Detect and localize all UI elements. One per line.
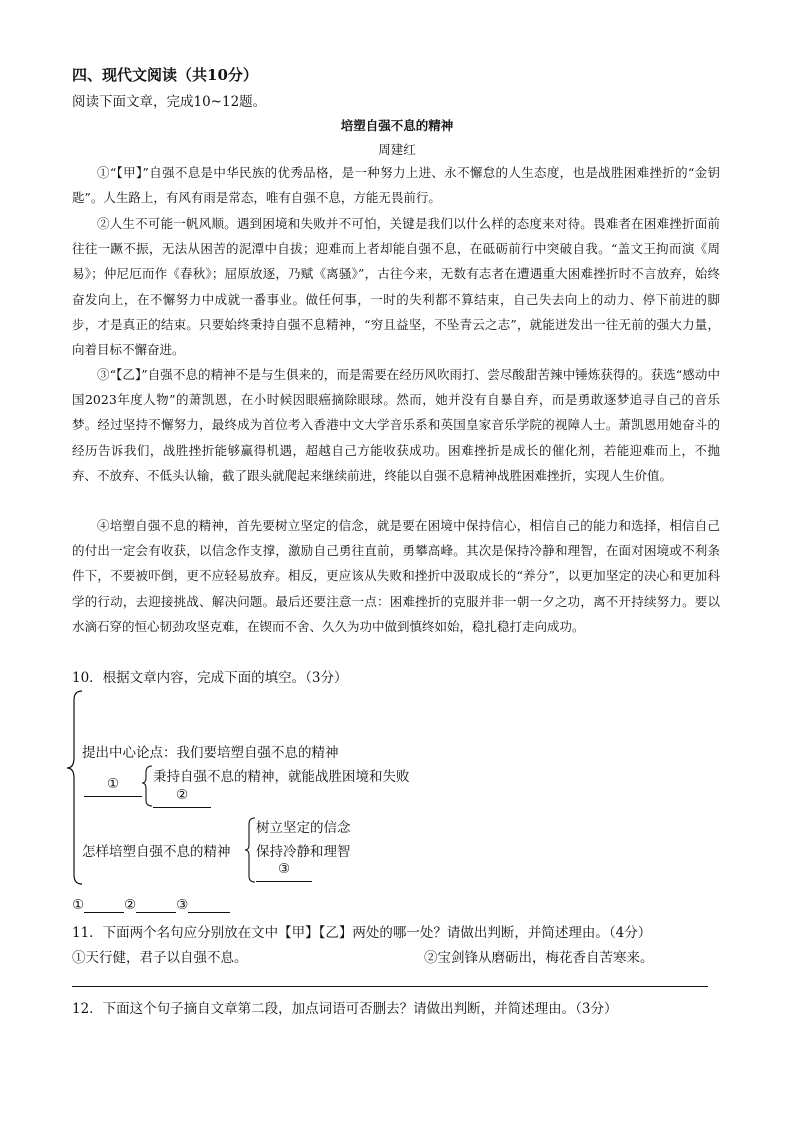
answer-rule xyxy=(72,986,708,987)
branch-1-text: 秉持自强不息的精神，就能战胜困境和失败 xyxy=(153,769,410,785)
article-author: 周建红 xyxy=(378,142,416,157)
paragraph-2: ②人生不可能一帆风顺。遇到困境和失败并不可怕，关键是我们以什么样的态度来对待。畏难者在困难挫折面前往往一蹶不振，无法从困苦的泥潭中自拔；迎难而上者却能自强不息，在砥砺前行中突破自我。“盖文王拘而演《周易》；仲尼厄而作《春秋》；屈原放逐，乃赋《离骚》”，古往今来，无数有志者在遭遇重大困难挫折时不言放弃，始终奋发向上，在不懈努力中成就一番事业。做任何事，一时的失利都不算结束，自己失去向上的动力、停下前进的脚步，才是真正的结束。只要始终秉持自强不息精神，“穷且益坚，不坠青云之志”，就能迸发出一往无前的强大力量，向着目标不懈奋进。 xyxy=(72,216,720,358)
answer-2-blank[interactable] xyxy=(136,898,176,913)
question-12-stem: 12．下面这个句子摘自文章第二段，加点词语可否删去？请做出判断，并简述理由。（3分） xyxy=(72,1001,618,1017)
question-10-stem: 10．根据文章内容，完成下面的填空。（3分） xyxy=(72,670,348,686)
method-2: 保持冷静和理智 xyxy=(256,844,351,860)
answer-3-label: ③ xyxy=(176,897,189,913)
blank-1-label: ① xyxy=(106,776,120,792)
answer-2-label: ② xyxy=(124,897,137,913)
quote-1: ①天行健，君子以自强不息。 xyxy=(72,950,248,966)
section-title: 四、现代文阅读（共10分） xyxy=(72,66,258,84)
central-argument: 提出中心论点：我们要培塑自强不息的精神 xyxy=(82,745,339,761)
quote-2: ②宝剑锋从磨砺出，梅花香自苦寒来。 xyxy=(424,950,654,966)
answer-1-blank[interactable] xyxy=(84,898,124,913)
paragraph-4: ④培塑自强不息的精神，首先要树立坚定的信念，就是要在困境中保持信心，相信自己的能力和选择，相信自己的付出一定会有收获，以信念作支撑，激励自己勇往直前，勇攀高峰。其次是保持冷静和理智，在面对困境或不利条件下，不要被吓倒，更不应轻易放弃。相反，更应该从失败和挫折中汲取成长的“养分”，以更加坚定的决心和更加科学的行动，去迎接挑战、解决问题。最后还要注意一点：困难挫折的克服并非一朝一夕之功，离不开持续努力。要以水滴石穿的恒心韧劲攻坚克难，在锲而不舍、久久为功中做到慎终如始，稳扎稳打走向成功。 xyxy=(72,518,720,634)
question-11-stem: 11．下面两个名句应分别放在文中【甲】【乙】两处的哪一处？请做出判断，并简述理由。（4分） xyxy=(72,925,652,941)
article-title: 培塑自强不息的精神 xyxy=(340,118,454,133)
paragraph-3: ③“【乙】”自强不息的精神不是与生俱来的，而是需要在经历风吹雨打、尝尽酸甜苦辣中锤炼获得的。获选“感动中国2023年度人物”的萧凯恩，在小时候因眼癌摘除眼球。然而，她并没有自暴自弃，而是勇敢逐梦追寻自己的音乐梦。经过坚持不懈努力，最终成为首位考入香港中文大学音乐系和英国皇家音乐学院的视障人士。萧凯恩用她奋斗的经历告诉我们，战胜挫折能够赢得机遇，超越自己方能收获成功。困难挫折是成长的催化剂，若能迎难而上，不抛弃、不放弃、不低头认输，截了跟头就爬起来继续前进，终能以自强不息精神战胜困难挫折，实现人生价值。 xyxy=(72,367,720,483)
instruction: 阅读下面文章，完成10~12题。 xyxy=(72,94,267,110)
paragraph-1: ①“【甲】”自强不息是中华民族的优秀品格，是一种努力上进、永不懈怠的人生态度，也是战胜困难挫折的“金钥匙”。人生路上，有风有雨是常态，唯有自强不息，方能无畏前行。 xyxy=(72,165,720,206)
answer-1-label: ① xyxy=(72,897,85,913)
answer-3-blank[interactable] xyxy=(188,898,230,913)
blank-1[interactable] xyxy=(84,776,142,797)
blank-2[interactable] xyxy=(153,787,211,808)
how-to-cultivate: 怎样培塑自强不息的精神 xyxy=(82,844,231,860)
blank-2-label: ② xyxy=(175,787,189,803)
method-1: 树立坚定的信念 xyxy=(256,820,351,836)
answer-line xyxy=(72,897,230,913)
blank-3[interactable] xyxy=(256,861,312,882)
blank-3-label: ③ xyxy=(277,861,291,877)
